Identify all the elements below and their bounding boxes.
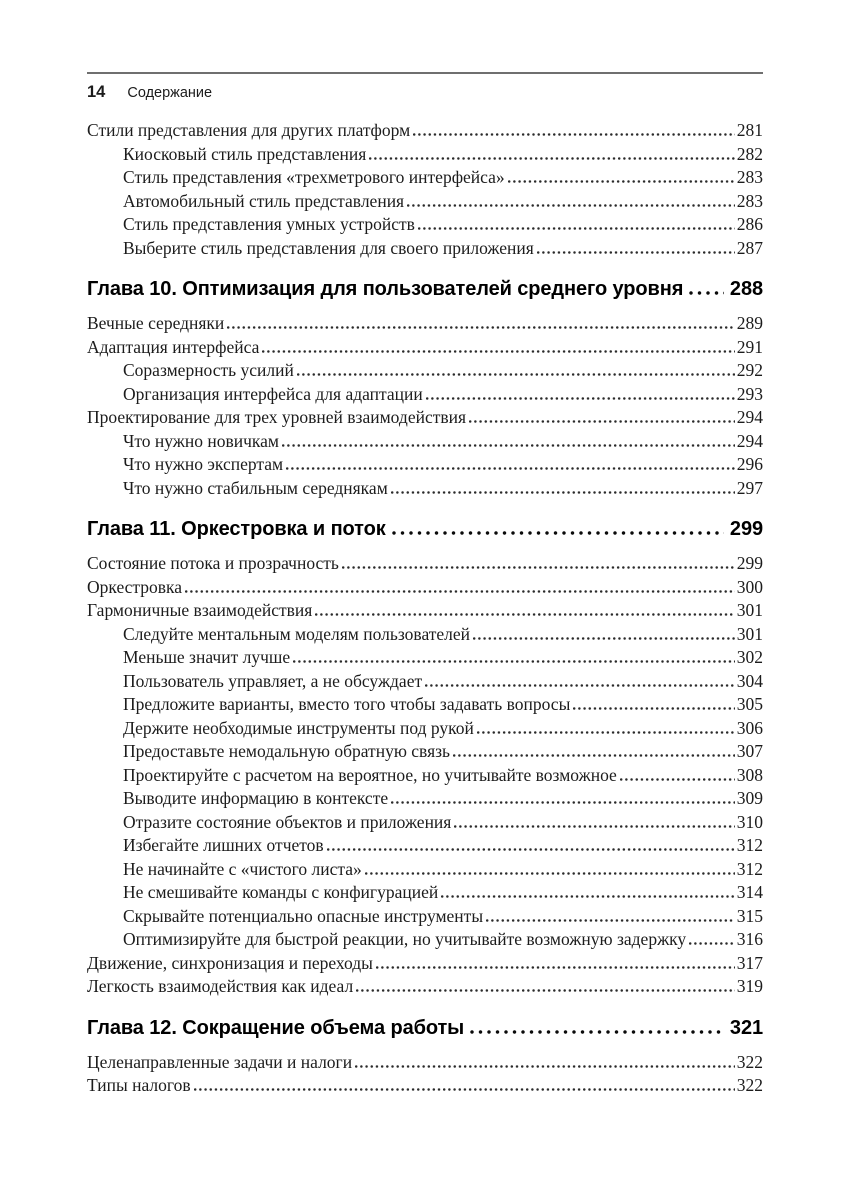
entry-page-number: 316 [736,929,763,949]
entry-page-number: 299 [736,553,763,573]
dot-leader [315,613,734,616]
toc-entry [87,143,763,167]
dot-leader [369,157,735,160]
toc-chapter [87,1013,763,1043]
dot-leader [282,444,735,447]
entry-title: Не начинайте с «чистого листа» [123,858,362,879]
entry-page-number: 297 [736,477,763,498]
entry-page-number: 281 [736,120,763,140]
entry-page-number: 293 [736,383,763,404]
toc-entry [87,359,763,383]
chapter-page-number: 288 [729,278,763,300]
toc-chapter [87,274,763,304]
entry-page-number: 287 [736,237,763,258]
dot-leader [689,291,724,295]
entry-title: Гармоничные взаимодействия [87,600,313,620]
entry-title: Что нужно новичкам [123,430,280,451]
entry-title: Держите необходимые инструменты под рукой [123,717,474,738]
toc-entry [87,190,763,214]
toc-entry [87,952,763,976]
entry-title: Вечные середняки [87,313,225,333]
entry-title: Оркестровка [87,576,183,597]
entry-page-number: 315 [736,905,763,926]
entry-title: Что нужно экспертам [123,454,284,474]
entry-title: Проектирование для трех уровней взаимодействия [87,407,467,427]
toc-entry [87,787,763,811]
dot-leader [365,872,735,875]
page-header [87,72,763,102]
entry-page-number: 283 [736,167,763,187]
toc-entry [87,237,763,261]
chapter-page-number: 321 [729,1016,763,1039]
entry-page-number: 314 [736,882,763,902]
entry-title: Соразмерность усилий [123,360,294,380]
dot-leader [407,204,735,207]
toc-entry [87,477,763,501]
entry-page-number: 286 [736,214,763,234]
toc-entry [87,430,763,454]
dot-leader [620,778,735,781]
toc-entry [87,858,763,882]
dot-leader [297,373,735,376]
entry-title: Меньше значит лучше [123,647,291,667]
toc-entry [87,552,763,576]
toc-entry [87,1074,763,1098]
toc-entry [87,670,763,694]
toc-entry [87,119,763,143]
entry-title: Проектируйте с расчетом на вероятное, но учитывайте возможное [123,764,617,785]
entry-page-number: 292 [736,360,763,380]
dot-leader [418,227,735,230]
toc-entry [87,576,763,600]
toc-chapter [87,514,763,544]
toc-entry [87,453,763,477]
entry-page-number: 310 [736,811,763,832]
entry-page-number: 307 [736,741,763,761]
entry-title: Стили представления для других платформ [87,120,411,140]
dot-leader [469,420,735,423]
dot-leader [477,731,735,734]
dot-leader [441,895,735,898]
chapter-page-number: 299 [729,518,763,540]
entry-title: Киосковый стиль представления [123,143,367,164]
dot-leader [573,707,734,710]
dot-leader [194,1088,735,1091]
toc-entry [87,599,763,623]
entry-page-number: 304 [736,670,763,691]
entry-title: Движение, синхронизация и переходы [87,952,373,973]
dot-leader [508,180,735,183]
entry-title: Выберите стиль представления для своего приложения [123,237,534,258]
entry-page-number: 305 [736,694,763,714]
toc-entry [87,646,763,670]
entry-title: Организация интерфейса для адаптации [123,383,423,404]
entry-page-number: 289 [736,313,763,333]
dot-leader [185,590,735,593]
entry-title: Автомобильный стиль представления [123,190,405,211]
entry-page-number: 301 [736,600,763,620]
toc-list [87,119,763,1098]
entry-title: Предложите варианты, вместо того чтобы задавать вопросы [123,694,571,714]
dot-leader [413,133,735,136]
entry-title: Не смешивайте команды с конфигурацией [123,882,439,902]
dot-leader [689,942,735,945]
entry-page-number: 308 [736,764,763,785]
toc-entry [87,905,763,929]
toc-entry [87,693,763,717]
dot-leader [376,966,735,969]
toc-entry [87,213,763,237]
toc-entry [87,811,763,835]
running-title: Содержание [127,85,213,101]
entry-page-number: 294 [736,407,763,427]
toc-entry [87,336,763,360]
entry-page-number: 309 [736,788,763,808]
page-number: 14 [87,83,106,101]
dot-leader [227,326,734,329]
entry-title: Что нужно стабильным середнякам [123,477,388,498]
entry-page-number: 317 [736,952,763,973]
entry-title: Состояние потока и прозрачность [87,553,339,573]
dot-leader [470,1030,724,1034]
dot-leader [286,467,735,470]
entry-title: Предоставьте немодальную обратную связь [123,741,451,761]
dot-leader [473,637,735,640]
entry-page-number: 322 [736,1051,763,1072]
dot-leader [454,825,734,828]
entry-page-number: 294 [736,430,763,451]
dot-leader [537,251,735,254]
dot-leader [355,1065,735,1068]
entry-title: Пользователь управляет, а не обсуждает [123,670,423,691]
chapter-title: Глава 11. Оркестровка и поток [87,518,386,540]
dot-leader [327,848,735,851]
entry-title: Типы налогов [87,1075,191,1095]
toc-entry [87,834,763,858]
dot-leader [356,989,735,992]
dot-leader [453,754,735,757]
entry-page-number: 283 [736,190,763,211]
entry-title: Стиль представления умных устройств [123,214,415,234]
entry-page-number: 301 [736,623,763,644]
entry-page-number: 312 [736,835,763,855]
entry-title: Легкость взаимодействия как идеал [87,976,354,996]
dot-leader [293,660,735,663]
entry-page-number: 319 [736,976,763,996]
page-content [87,72,763,1098]
entry-page-number: 312 [736,858,763,879]
entry-page-number: 291 [736,336,763,357]
chapter-title: Глава 12. Сокращение объема работы [87,1016,465,1039]
toc-entry [87,881,763,905]
dot-leader [426,397,735,400]
toc-entry [87,312,763,336]
toc-entry [87,740,763,764]
entry-title: Оптимизируйте для быстрой реакции, но учитывайте возможную задержку [123,929,687,949]
toc-entry [87,1051,763,1075]
entry-title: Отразите состояние объектов и приложения [123,811,452,832]
entry-title: Скрывайте потенциально опасные инструменты [123,905,484,926]
entry-page-number: 322 [736,1075,763,1095]
dot-leader [342,566,735,569]
toc-entry [87,166,763,190]
entry-page-number: 282 [736,143,763,164]
chapter-title: Глава 10. Оптимизация для пользователей среднего уровня [87,278,684,300]
entry-page-number: 302 [736,647,763,667]
entry-page-number: 306 [736,717,763,738]
entry-title: Целенаправленные задачи и налоги [87,1051,353,1072]
entry-page-number: 296 [736,454,763,474]
toc-entry [87,928,763,952]
dot-leader [262,350,734,353]
dot-leader [425,684,735,687]
dot-leader [392,531,724,535]
toc-entry [87,975,763,999]
entry-title: Стиль представления «трехметрового интерфейса» [123,167,505,187]
dot-leader [391,491,735,494]
header-rule [87,72,763,74]
toc-entry [87,764,763,788]
dot-leader [486,919,735,922]
entry-title: Следуйте ментальным моделям пользователей [123,623,471,644]
toc-entry [87,717,763,741]
toc-entry [87,406,763,430]
entry-page-number: 300 [736,576,763,597]
dot-leader [391,801,735,804]
toc-entry [87,383,763,407]
header-line [87,83,763,102]
entry-title: Избегайте лишних отчетов [123,835,324,855]
entry-title: Выводите информацию в контексте [123,788,389,808]
toc-entry [87,623,763,647]
entry-title: Адаптация интерфейса [87,336,260,357]
